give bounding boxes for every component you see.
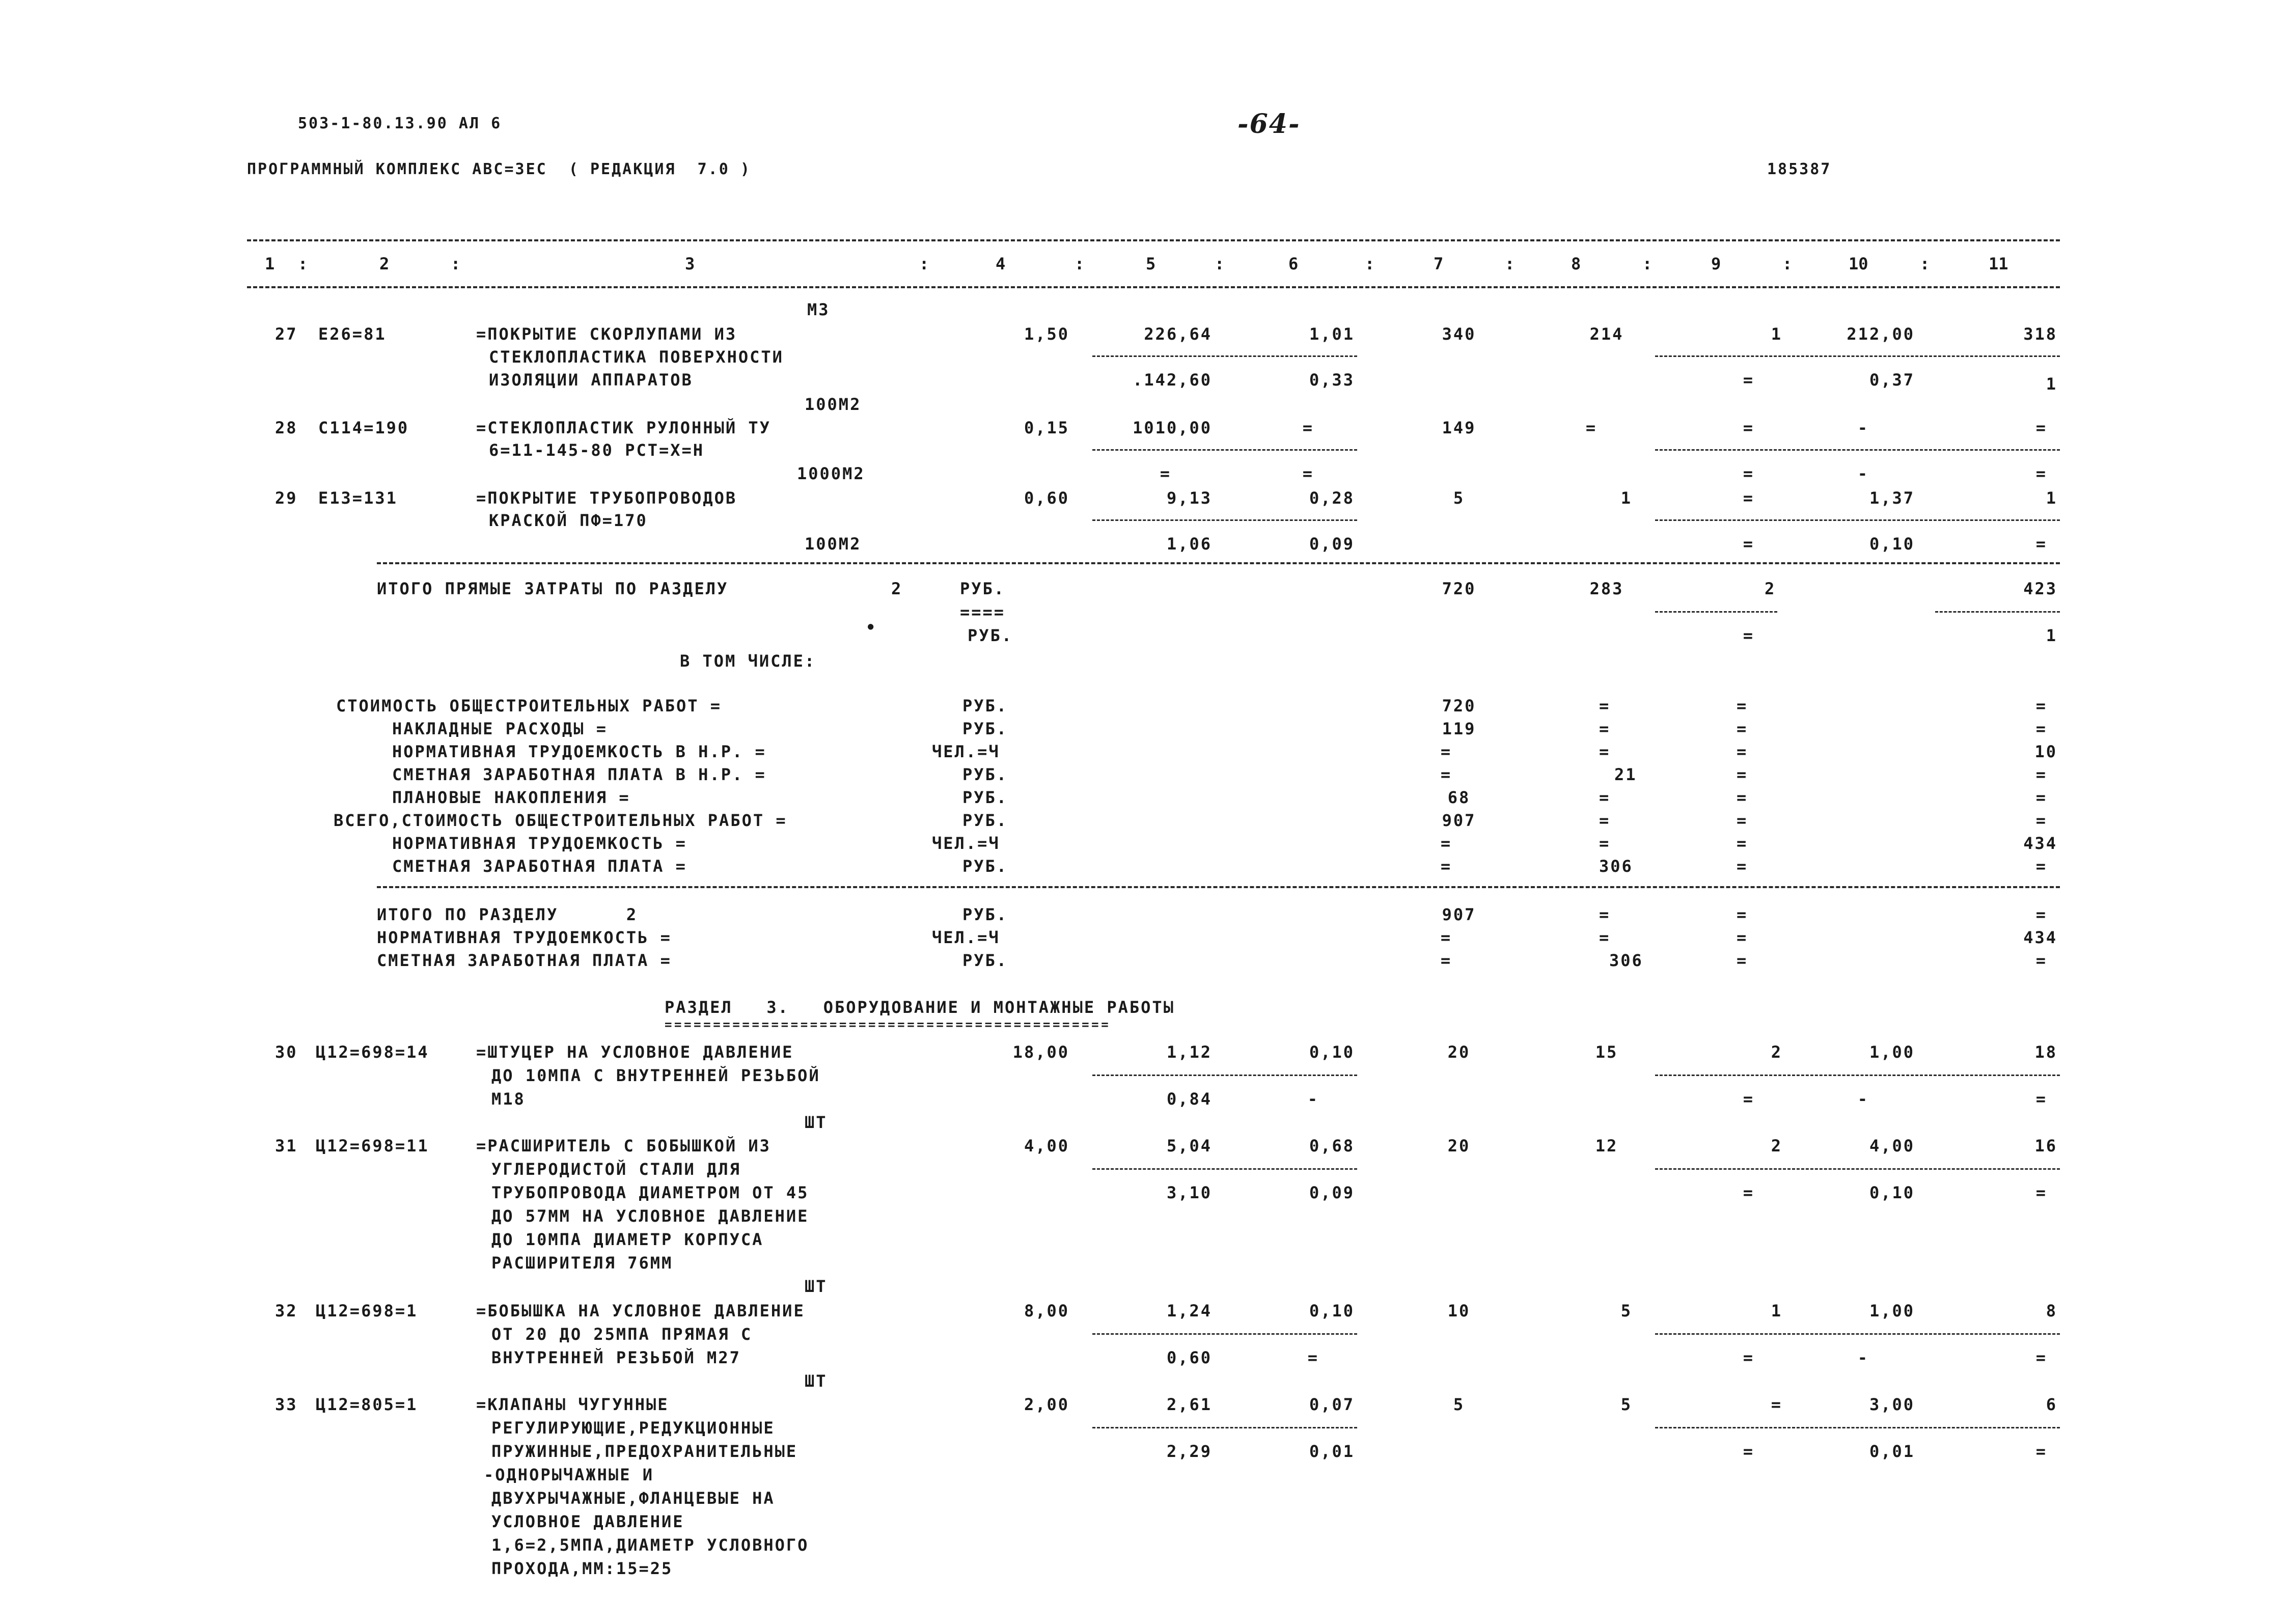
col-sep: : [1782,254,1793,273]
row-text-line: М18 [491,1089,526,1109]
breakdown-c8: = [1599,834,1611,853]
row-text-line: =ПОКРЫТИЕ СКОРЛУПАМИ ИЗ [476,324,737,344]
breakdown-label: СТОИМОСТЬ ОБЩЕСТРОИТЕЛЬНЫХ РАБОТ = [336,696,722,715]
cell-c5a: 5,04 [1166,1136,1212,1155]
header-bottom-rule [247,286,2060,288]
row-text-line: РЕГУЛИРУЮЩИЕ,РЕДУКЦИОННЫЕ [491,1418,775,1438]
cell-c6b: = [1307,1348,1319,1367]
row-text-line: ДО 57ММ НА УСЛОВНОЕ ДАВЛЕНИЕ [491,1206,809,1226]
cell-c9a: 1 [1771,324,1782,344]
col-3: 3 [685,254,695,273]
cell-divider [1655,1427,2060,1428]
breakdown-c9: = [1737,857,1748,876]
cell-c6b: 0,33 [1309,370,1355,390]
cell-c11a: 1 [2046,488,2057,508]
cell-c9a: 2 [1771,1042,1782,1062]
section-rule [377,562,2060,564]
row-code: Е13=131 [318,488,398,508]
section-total-c11: = [2035,951,2047,970]
col-5: 5 [1146,254,1156,273]
cell-c11b: = [2035,1442,2047,1461]
col-11: 11 [1989,254,2008,273]
cell-c8: 12 [1595,1136,1618,1155]
cell-c5b: 0,84 [1166,1089,1212,1109]
cell-c10b: 0,01 [1869,1442,1915,1461]
cell-c4: 1,50 [1024,324,1069,344]
cell-c10a: 212,00 [1847,324,1915,344]
col-2: 2 [379,254,390,273]
cell-c11a: 16 [2034,1136,2057,1155]
cell-c10a: 1,00 [1869,1301,1915,1320]
breakdown-label: ВСЕГО,СТОИМОСТЬ ОБЩЕСТРОИТЕЛЬНЫХ РАБОТ = [334,811,787,830]
cell-c9a: = [1771,1395,1782,1414]
breakdown-c7: = [1440,765,1452,784]
row-text-line: УГЛЕРОДИСТОЙ СТАЛИ ДЛЯ [491,1160,741,1179]
section-total-label: НОРМАТИВНАЯ ТРУДОЕМКОСТЬ = [377,928,672,947]
cell-c5a: 1,24 [1166,1301,1212,1320]
col-10: 10 [1849,254,1868,273]
row-text-line: =КЛАПАНЫ ЧУГУННЫЕ [476,1395,669,1414]
breakdown-c7: 720 [1442,696,1476,715]
row-code: Ц12=698=11 [316,1136,429,1155]
cell-divider [1655,1168,2060,1170]
cell-c8: 214 [1589,324,1624,344]
row-text-line: =СТЕКЛОПЛАСТИК РУЛОННЫЙ ТУ [476,418,771,437]
cell-c9b: = [1743,464,1754,483]
breakdown-c9: = [1737,811,1748,830]
totals-c8: 283 [1589,579,1624,598]
cell-divider [1655,1075,2060,1076]
including-label: В ТОМ ЧИСЛЕ: [680,651,816,671]
col-sep: : [1075,254,1085,273]
breakdown-c11: = [2035,719,2047,738]
cell-c5b: 3,10 [1166,1183,1212,1202]
row-text-line: 1,6=2,5МПА,ДИАМЕТР УСЛОВНОГО [491,1535,809,1555]
col-7: 7 [1434,254,1444,273]
cell-c5b: 0,60 [1166,1348,1212,1367]
col-sep: : [1505,254,1515,273]
page-number: -64- [1237,108,1301,140]
cell-c5a: 1010,00 [1133,418,1212,437]
breakdown-c7: = [1440,742,1452,761]
breakdown-c11: = [2035,857,2047,876]
row-code: Е26=81 [318,324,387,344]
totals-c7: 720 [1442,579,1476,598]
unit-label: 100М2 [805,395,862,414]
cell-c10b: 0,10 [1869,1183,1915,1202]
breakdown-label: НОРМАТИВНАЯ ТРУДОЕМКОСТЬ = [392,834,687,853]
breakdown-c8: = [1599,788,1611,807]
breakdown-c11: = [2035,765,2047,784]
breakdown-label: ПЛАНОВЫЕ НАКОПЛЕНИЯ = [392,788,630,807]
cell-c6a: 0,10 [1309,1042,1355,1062]
cell-c7: 20 [1447,1042,1471,1062]
breakdown-label: НОРМАТИВНАЯ ТРУДОЕМКОСТЬ В Н.Р. = [392,742,766,761]
cell-c6b: 0,09 [1309,534,1355,554]
cell-c11b: = [2035,1089,2047,1109]
col-1: 1 [265,254,275,273]
col-sep: : [1920,254,1930,273]
cell-c9b: = [1743,534,1754,554]
cell-c5b: = [1160,464,1171,483]
section-total-c11: = [2035,905,2047,924]
breakdown-c8: 306 [1599,857,1633,876]
cell-c5b: 2,29 [1166,1442,1212,1461]
breakdown-c9: = [1737,696,1748,715]
section-total-c9: = [1737,905,1748,924]
row-code: Ц12=698=1 [316,1301,418,1320]
breakdown-c9: = [1737,788,1748,807]
cell-c11b: 1 [2046,374,2057,394]
cell-c10a: 4,00 [1869,1136,1915,1155]
row-number: 28 [275,418,298,437]
cell-c11b: = [2035,1183,2047,1202]
unit-label: ШТ [805,1277,828,1296]
col-sep: : [1215,254,1225,273]
cell-divider [1655,611,1777,613]
col-8: 8 [1571,254,1581,273]
cell-c11a: = [2035,418,2047,437]
cell-c9b: = [1743,370,1754,390]
totals-label: ИТОГО ПРЯМЫЕ ЗАТРАТЫ ПО РАЗДЕЛУ [377,579,729,598]
breakdown-c7: 907 [1442,811,1476,830]
row-text-line: ТРУБОПРОВОДА ДИАМЕТРОМ ОТ 45 [491,1183,809,1202]
breakdown-c7: 119 [1442,719,1476,738]
cell-c4: 0,15 [1024,418,1069,437]
col-9: 9 [1711,254,1721,273]
breakdown-label: СМЕТНАЯ ЗАРАБОТНАЯ ПЛАТА = [392,857,687,876]
cell-divider [1092,519,1357,521]
cell-c10b: - [1857,1089,1869,1109]
cell-c9b: = [1743,1089,1754,1109]
cell-c6a: 0,07 [1309,1395,1355,1414]
row-text-line: ИЗОЛЯЦИИ АППАРАТОВ [489,370,693,390]
cell-c5a: 226,64 [1144,324,1212,344]
cell-c8: = [1585,418,1598,437]
breakdown-c9: = [1737,834,1748,853]
table-top-rule [247,239,2060,241]
cell-divider [1092,449,1357,451]
section-total-c7: 907 [1442,905,1476,924]
totals-section: 2 [891,579,903,598]
breakdown-unit: РУБ. [962,811,1008,830]
row-number: 27 [275,324,298,344]
cell-c4: 4,00 [1024,1136,1069,1155]
row-number: 29 [275,488,298,508]
cell-c10a: 3,00 [1869,1395,1915,1414]
cell-c6a: 0,10 [1309,1301,1355,1320]
cell-divider [1092,1075,1357,1076]
breakdown-c11: = [2035,811,2047,830]
cell-c9b: = [1743,1348,1754,1367]
cell-c5a: 9,13 [1166,488,1212,508]
row-text-line: ПРОХОДА,ММ:15=25 [491,1559,673,1578]
cell-c10b: 0,37 [1869,370,1915,390]
row-number: 32 [275,1301,298,1320]
cell-c9b: = [1743,1442,1754,1461]
section-rule [377,886,2060,888]
unit-label: М3 [807,300,830,319]
col-6: 6 [1288,254,1299,273]
section-total-unit: РУБ. [962,951,1008,970]
cell-c11a: 18 [2034,1042,2057,1062]
breakdown-c11: 434 [2023,834,2057,853]
cell-c6b: - [1307,1089,1319,1109]
cell-c7: 20 [1447,1136,1471,1155]
section-total-c7: = [1440,928,1452,947]
cell-c7: 340 [1442,324,1476,344]
row-text-line: УСЛОВНОЕ ДАВЛЕНИЕ [491,1512,684,1531]
cell-c10b: 0,10 [1869,534,1915,554]
row-number: 30 [275,1042,298,1062]
breakdown-c9: = [1737,719,1748,738]
section-3-underline: ============================================== [665,1017,1111,1032]
breakdown-c7: 68 [1447,788,1471,807]
section-total-label: ИТОГО ПО РАЗДЕЛУ 2 [377,905,638,924]
breakdown-unit: ЧЕЛ.=Ч [932,834,1000,853]
totals-dot: • [866,618,877,637]
cell-c10a: - [1857,418,1869,437]
unit-label: ШТ [805,1371,828,1391]
cell-c9a: = [1743,418,1754,437]
row-code: Ц12=805=1 [316,1395,418,1414]
row-code: С114=190 [318,418,409,437]
col-4: 4 [996,254,1006,273]
cell-c5a: 2,61 [1166,1395,1212,1414]
breakdown-c11: = [2035,696,2047,715]
row-number: 31 [275,1136,298,1155]
breakdown-unit: РУБ. [962,696,1008,715]
cell-c6a: 1,01 [1309,324,1355,344]
breakdown-c8: 21 [1614,765,1637,784]
cell-c9a: = [1743,488,1754,508]
row-text-line: 6=11-145-80 РСТ=Х=Н [489,441,705,460]
breakdown-c9: = [1737,742,1748,761]
cell-c11b: = [2035,1348,2047,1367]
cell-c6b: 0,09 [1309,1183,1355,1202]
col-sep: : [1365,254,1375,273]
breakdown-c7: = [1440,834,1452,853]
row-text-line: ДО 10МПА С ВНУТРЕННЕЙ РЕЗЬБОЙ [491,1066,820,1085]
cell-c6a: 0,28 [1309,488,1355,508]
section-total-c11: 434 [2023,928,2057,947]
cell-divider [1655,519,2060,521]
breakdown-c9: = [1737,765,1748,784]
breakdown-label: НАКЛАДНЫЕ РАСХОДЫ = [392,719,608,738]
section-total-c8: = [1599,905,1611,924]
cell-divider [1655,355,2060,357]
cell-divider [1092,1427,1357,1428]
section-total-c8: 306 [1609,951,1643,970]
doc-code: 503-1-80.13.90 АЛ 6 [298,115,502,132]
cell-c7: 5 [1453,1395,1465,1414]
program-title: ПРОГРАММНЫЙ КОМПЛЕКС АВС=ЗЕС ( РЕДАКЦИЯ 7.0 ) [247,160,751,178]
totals-dash: ==== [960,602,1006,622]
cell-c6a: = [1302,418,1314,437]
cell-c4: 2,00 [1024,1395,1069,1414]
cell-divider [1655,1333,2060,1335]
col-sep: : [919,254,929,273]
breakdown-unit: РУБ. [962,765,1008,784]
cell-c8: 5 [1620,1395,1632,1414]
section-total-c9: = [1737,928,1748,947]
totals-c11b: 1 [2046,626,2057,645]
cell-c4: 8,00 [1024,1301,1069,1320]
section-3-title: РАЗДЕЛ 3. ОБОРУДОВАНИЕ И МОНТАЖНЫЕ РАБОТЫ [665,998,1175,1017]
cell-c8: 15 [1595,1042,1618,1062]
row-text-line: =ШТУЦЕР НА УСЛОВНОЕ ДАВЛЕНИЕ [476,1042,794,1062]
breakdown-c8: = [1599,719,1611,738]
cell-c10b: - [1857,464,1869,483]
cell-c7: 10 [1447,1301,1471,1320]
row-text-line: СТЕКЛОПЛАСТИКА ПОВЕРХНОСТИ [489,347,784,367]
cell-c9b: = [1743,1183,1754,1202]
cell-c8: 5 [1620,1301,1632,1320]
cell-divider [1092,355,1357,357]
cell-c6b: = [1302,464,1314,483]
cell-c6a: 0,68 [1309,1136,1355,1155]
breakdown-c8: = [1599,696,1611,715]
cell-c8: 1 [1620,488,1632,508]
section-total-c7: = [1440,951,1452,970]
breakdown-label: СМЕТНАЯ ЗАРАБОТНАЯ ПЛАТА В Н.Р. = [392,765,766,784]
breakdown-c8: = [1599,742,1611,761]
row-number: 33 [275,1395,298,1414]
totals-unit: РУБ. [960,579,1006,598]
cell-c7: 5 [1453,488,1465,508]
section-total-c8: = [1599,928,1611,947]
section-total-label: СМЕТНАЯ ЗАРАБОТНАЯ ПЛАТА = [377,951,672,970]
cell-c9a: 2 [1771,1136,1782,1155]
col-sep: : [1642,254,1653,273]
cell-divider [1935,611,2060,613]
breakdown-unit: РУБ. [962,788,1008,807]
breakdown-c8: = [1599,811,1611,830]
cell-c11b: = [2035,534,2047,554]
cell-c11a: 8 [2046,1301,2057,1320]
unit-label: 1000М2 [797,464,865,483]
totals-c11: 423 [2023,579,2057,598]
unit-label: 100М2 [805,534,862,554]
row-text-line: =БОБЫШКА НА УСЛОВНОЕ ДАВЛЕНИЕ [476,1301,805,1320]
row-text-line: ВНУТРЕННЕЙ РЕЗЬБОЙ М27 [491,1348,741,1367]
cell-c5a: 1,12 [1166,1042,1212,1062]
section-total-unit: ЧЕЛ.=Ч [932,928,1000,947]
cell-c5b: 1,06 [1166,534,1212,554]
cell-c10b: - [1857,1348,1869,1367]
cell-c11b: = [2035,464,2047,483]
cell-divider [1655,449,2060,451]
cell-c6b: 0,01 [1309,1442,1355,1461]
row-text-line: ОТ 20 ДО 25МПА ПРЯМАЯ С [491,1325,753,1344]
breakdown-c11: = [2035,788,2047,807]
cell-c10a: 1,00 [1869,1042,1915,1062]
section-total-unit: РУБ. [962,905,1008,924]
row-text-line: ПРУЖИННЫЕ,ПРЕДОХРАНИТЕЛЬНЫЕ [491,1442,798,1461]
row-text-line: ДВУХРЫЧАЖНЫЕ,ФЛАНЦЕВЫЕ НА [491,1489,775,1508]
breakdown-c7: = [1440,857,1452,876]
doc-id: 185387 [1767,160,1832,178]
totals-unit-2: РУБ. [968,626,1013,645]
cell-c11a: 6 [2046,1395,2057,1414]
row-text-line: ДО 10МПА ДИАМЕТР КОРПУСА [491,1230,764,1249]
cell-divider [1092,1333,1357,1335]
col-sep: : [451,254,461,273]
cell-c7: 149 [1442,418,1476,437]
col-sep: : [298,254,308,273]
totals-c9: 2 [1765,579,1776,598]
breakdown-unit: РУБ. [962,719,1008,738]
row-text-line: -ОДНОРЫЧАЖНЫЕ И [484,1465,654,1484]
cell-c4: 18,00 [1012,1042,1069,1062]
row-text-line: РАСШИРИТЕЛЯ 76ММ [491,1253,673,1273]
row-text-line: КРАСКОЙ ПФ=170 [489,511,648,530]
breakdown-c11: 10 [2034,742,2057,761]
row-text-line: =РАСШИРИТЕЛЬ С БОБЫШКОЙ ИЗ [476,1136,771,1155]
cell-c4: 0,60 [1024,488,1069,508]
unit-label: ШТ [805,1113,828,1132]
breakdown-unit: РУБ. [962,857,1008,876]
cell-divider [1092,1168,1357,1170]
row-code: Ц12=698=14 [316,1042,429,1062]
cell-c9a: 1 [1771,1301,1782,1320]
cell-c10a: 1,37 [1869,488,1915,508]
breakdown-unit: ЧЕЛ.=Ч [932,742,1000,761]
cell-c5b: .142,60 [1133,370,1212,390]
section-total-c9: = [1737,951,1748,970]
totals-c9b: = [1743,626,1754,645]
row-text-line: =ПОКРЫТИЕ ТРУБОПРОВОДОВ [476,488,737,508]
cell-c11a: 318 [2023,324,2057,344]
